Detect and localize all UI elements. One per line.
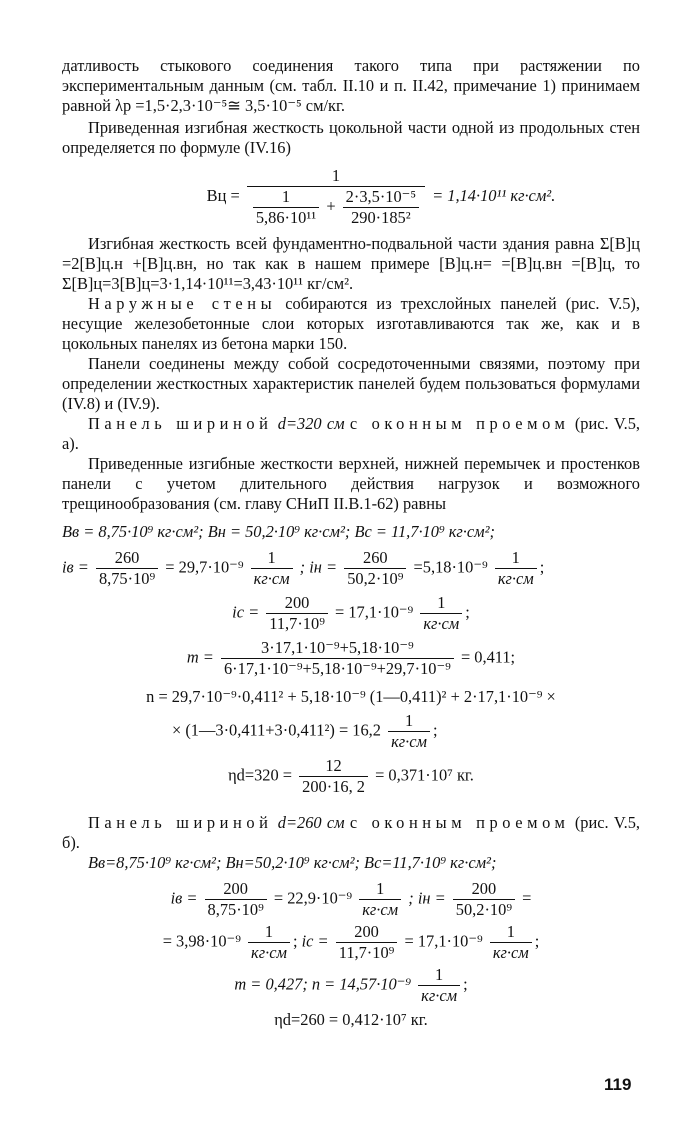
paragraph-7: Приведенные изгибные жесткости верхней, нижней перемычек и простенков панели с учетом длительного действия нагрузок и возможного трещинообразования (см. главу СНиП II.В.1-62) равны (62, 454, 640, 513)
m-rhs: = 0,411; (460, 647, 516, 667)
formula-eta-260: ηd=260 = 0,412·10⁷ кг. (274, 1010, 428, 1029)
paragraph-4-text: собираются из трехслойных панелей (рис. V.5), несущие железобетонные слои которых изготавливаются так же, как и в цокольных панелях из бетона марки 150. (62, 294, 640, 353)
formula-m (62, 638, 640, 679)
formula-iv2-in2 (62, 879, 640, 920)
in-unit: кг·см (497, 569, 534, 588)
n-line2-text: × (1—3·0,411+3·0,411²) = 16,2 (172, 720, 381, 740)
iv-mid: = 29,7·10⁻⁹ (165, 557, 244, 577)
iv-unit: кг·см (253, 569, 290, 588)
in2-one: 1 (248, 922, 290, 943)
paragraph-2: Приведенная изгибная жесткость цокольной части одной из продольных стен определяется по формуле (IV.16) (62, 118, 640, 157)
ic2-unit: кг·см (492, 943, 529, 962)
in2-den: 50,2·10⁹ (455, 900, 513, 919)
in2-num: 200 (453, 879, 515, 900)
mn2-text: m = 0,427; n = 14,57·10⁻⁹ (234, 974, 412, 994)
formula-bc-numerator: 1 (247, 166, 425, 187)
paragraph-6 (62, 414, 640, 454)
formula-n-line1: n = 29,7·10⁻⁹·0,411² + 5,18·10⁻⁹ (1—0,411)² + 2·17,1·10⁻⁹ × (146, 687, 556, 706)
ic-unit: кг·см (423, 614, 460, 633)
ic2-lhs: iс = (301, 931, 329, 951)
spaced-panel-width-2: Панель шириной (88, 813, 273, 832)
spaced-window-opening-2: с оконным проемом (349, 813, 570, 832)
panel-width-320: d=320 см (272, 414, 350, 433)
iv2-den: 8,75·10⁹ (207, 900, 264, 919)
mn2-unit: кг·см (421, 986, 458, 1005)
m-lhs: m = (186, 647, 214, 667)
page-body (62, 56, 640, 1030)
formula-bc (122, 166, 640, 228)
formula-bc-plus: + (326, 196, 336, 216)
formula-stiffness-2: Bв=8,75·10⁹ кг·см²; Bн=50,2·10⁹ кг·см²; Bс=11,7·10⁹ кг·см²; (88, 853, 497, 872)
ic-den: 11,7·10⁹ (269, 614, 325, 633)
formula-m2-n2: m = 0,427; n = 14,57·10⁻⁹ 1 кг·см ; (234, 965, 468, 1005)
ic-one: 1 (420, 593, 462, 614)
ic-num: 200 (266, 593, 328, 614)
page-number: 119 (604, 1075, 632, 1094)
formula-bc-d1-num: 1 (253, 187, 319, 208)
n-unit: кг·см (391, 732, 427, 751)
formula-stiffness-1: Bв = 8,75·10⁹ кг·см²; Bн = 50,2·10⁹ кг·см²; Bс = 11,7·10⁹ кг·см²; (62, 522, 496, 541)
ic2-den: 11,7·10⁹ (338, 943, 395, 962)
spaced-heading-outer-walls: Наружные стены (88, 294, 277, 313)
ic-lhs: iс = (232, 602, 260, 622)
ic2-mid: = 17,1·10⁻⁹ (404, 931, 483, 951)
m-den: 6·17,1·10⁻⁹+5,18·10⁻⁹+29,7·10⁻⁹ (223, 659, 451, 678)
formula-bc-lhs: Bц = (206, 185, 240, 205)
in-den: 50,2·10⁹ (347, 569, 404, 588)
in2-eq: = (522, 888, 532, 908)
iv2-num: 200 (205, 879, 267, 900)
formula-ic: iс = $\frac{200}{\text{11,7·10⁹}}$ = 17,1·10⁻⁹ 1 кг·см ; (232, 593, 470, 633)
in-one: 1 (495, 548, 537, 569)
formula-bc-d2-den: 290·185² (351, 208, 411, 227)
iv2-mid: = 22,9·10⁻⁹ (273, 888, 353, 908)
figure-ref-a: (рис. V.5, а). (62, 414, 641, 453)
formula-n-line2: × (1—3·0,411+3·0,411²) = 16,2 1 кг·см ; (172, 711, 438, 751)
spaced-panel-width: Панель шириной (88, 414, 273, 433)
formula-bc-d2-num: 2·3,5·10⁻⁵ (343, 187, 419, 208)
eta1-num: 12 (299, 756, 368, 777)
paragraph-5: Панели соединены между собой сосредоточенными связями, поэтому при определении жесткостных характеристик панелей будем пользоваться формулами (IV.8) и (IV.9). (62, 354, 640, 413)
paragraph-8 (62, 813, 640, 853)
formula-bc-rhs: = 1,14·10¹¹ кг·см². (432, 185, 556, 205)
in-num: 260 (344, 548, 406, 569)
formula-eta-320 (62, 756, 640, 797)
iv2-lhs: iв = (170, 888, 198, 908)
iv2-one: 1 (359, 879, 401, 900)
eta1-lhs: ηd=320 = (228, 765, 293, 785)
iv-lhs: iв = (62, 557, 89, 577)
iv-num: 260 (96, 548, 158, 569)
paragraph-3: Изгибная жесткость всей фундаментно-подвальной части здания равна Σ[B]ц =2[B]ц.н +[B]ц.вн, но так как в нашем примере [B]ц.н= =[B]ц.вн =[B]ц, то Σ[B]ц=3[B]ц=3·1,14·10¹¹=3,43·10¹¹ кг/см². (62, 234, 640, 293)
formula-bc-fraction (247, 166, 425, 228)
ic-mid: = 17,1·10⁻⁹ (335, 602, 414, 622)
eta1-den: 200·16, 2 (302, 777, 365, 796)
formula-in2-ic2: = 3,98·10⁻⁹ 1 кг·см ; iс = $\frac{200}{\text{11,7·10⁹}}$ = 17,1·10⁻⁹ 1 кг·см ; (162, 922, 540, 962)
eta1-rhs: = 0,371·10⁷ кг. (375, 765, 474, 785)
in2-lhs: ; iн = (408, 888, 446, 908)
iv2-unit: кг·см (362, 900, 399, 919)
spaced-window-opening: с оконным проемом (349, 414, 570, 433)
panel-width-260: d=260 см (272, 813, 350, 832)
in2-cont: = 3,98·10⁻⁹ (162, 931, 241, 951)
paragraph-1: датливость стыкового соединения такого типа при растяжении по экспериментальным данным (см. табл. II.10 и п. II.42, примечание 1) принимаем равной λр =1,5·2,3·10⁻⁵≅ 3,5·10⁻⁵ см/кг. (62, 56, 640, 115)
in-mid: =5,18·10⁻⁹ (413, 557, 488, 577)
figure-ref-b: (рис. V.5, б). (62, 813, 641, 852)
iv-one: 1 (251, 548, 293, 569)
ic2-num: 200 (336, 922, 398, 943)
formula-iv-in: iв = $\frac{260}{\text{8,75·10⁹}}$ = 29,7·10⁻⁹ 1 кг·см ; iн = $\frac{260}{\text{50,2·10⁹}}$ =5,18·10⁻⁹ 1 кг·см ; (62, 548, 545, 588)
in-lhs: ; iн = (299, 557, 338, 577)
m-num: 3·17,1·10⁻⁹+5,18·10⁻⁹ (221, 638, 454, 659)
in2-unit: кг·см (251, 943, 287, 962)
paragraph-4 (62, 294, 640, 354)
iv-den: 8,75·10⁹ (98, 569, 156, 588)
formula-bc-d1-den: 5,86·10¹¹ (255, 208, 317, 227)
mn2-one: 1 (418, 965, 460, 986)
n-one: 1 (388, 711, 430, 732)
ic2-one: 1 (490, 922, 532, 943)
